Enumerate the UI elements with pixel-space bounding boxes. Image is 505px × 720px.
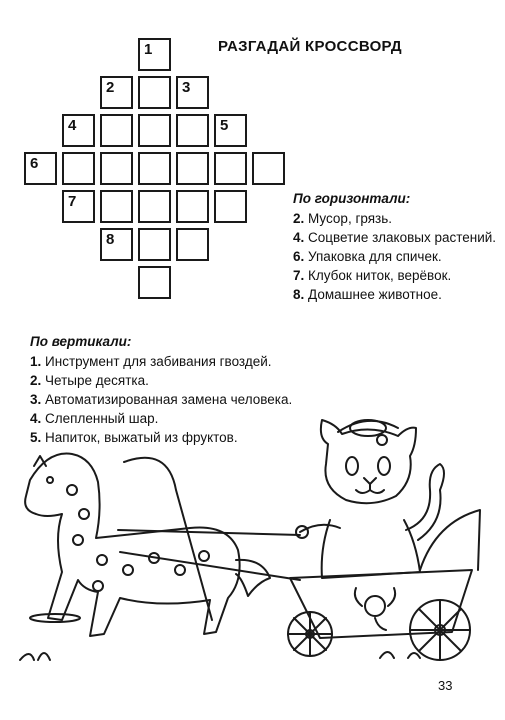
crossword-cell[interactable]	[176, 76, 209, 109]
clue-h-2: 2. Мусор, грязь.	[293, 211, 393, 226]
crossword-cell[interactable]	[176, 152, 209, 185]
clue-h-4: 4. Соцветие злаковых растений.	[293, 230, 497, 245]
clue-v-5: 5. Напиток, выжатый из фруктов.	[30, 430, 238, 445]
page-number: 33	[438, 678, 453, 693]
crossword-cell[interactable]	[138, 114, 171, 147]
crossword-cell[interactable]	[214, 152, 247, 185]
clue-v-2: 2. Четыре десятка.	[30, 373, 149, 388]
crossword-cell[interactable]	[62, 114, 95, 147]
clue-h-6: 6. Упаковка для спичек.	[293, 249, 442, 264]
crossword-cell[interactable]	[100, 190, 133, 223]
crossword-cell[interactable]	[138, 38, 171, 71]
clue-v-1: 1. Инструмент для забивания гвоздей.	[30, 354, 272, 369]
cell-number: 7	[68, 193, 77, 210]
cell-number: 2	[106, 79, 115, 96]
horse-cart-cat-illustration	[0, 410, 505, 680]
vertical-heading: По вертикали:	[30, 334, 132, 349]
cell-number: 1	[144, 41, 153, 58]
crossword-cell[interactable]	[100, 228, 133, 261]
horizontal-clues	[293, 191, 498, 304]
crossword-cell[interactable]	[100, 152, 133, 185]
crossword-cell[interactable]	[62, 190, 95, 223]
crossword-cell[interactable]	[100, 76, 133, 109]
crossword-cell[interactable]	[138, 228, 171, 261]
crossword-cell[interactable]	[138, 76, 171, 109]
crossword-cell[interactable]	[138, 152, 171, 185]
clue-v-3: 3. Автоматизированная замена человека.	[30, 392, 293, 407]
cell-number: 3	[182, 79, 191, 96]
clue-h-8: 8. Домашнее животное.	[293, 287, 442, 302]
crossword-cell[interactable]	[176, 114, 209, 147]
cell-number: 8	[106, 231, 115, 248]
crossword-cell[interactable]	[138, 266, 171, 299]
crossword-cell[interactable]	[214, 114, 247, 147]
crossword-cell[interactable]	[138, 190, 171, 223]
crossword-cell[interactable]	[62, 152, 95, 185]
crossword-cell[interactable]	[252, 152, 285, 185]
crossword-cell[interactable]	[176, 190, 209, 223]
clue-h-7: 7. Клубок ниток, верёвок.	[293, 268, 452, 283]
crossword-cell[interactable]	[100, 114, 133, 147]
clue-v-4: 4. Слепленный шар.	[30, 411, 159, 426]
crossword-cell[interactable]	[24, 152, 57, 185]
horizontal-heading: По горизонтали:	[293, 191, 411, 206]
crossword-cell[interactable]	[176, 228, 209, 261]
cell-number: 4	[68, 117, 77, 134]
crossword-cell[interactable]	[214, 190, 247, 223]
page-title: РАЗГАДАЙ КРОССВОРД	[218, 38, 402, 55]
cell-number: 5	[220, 117, 229, 134]
cell-number: 6	[30, 155, 39, 172]
